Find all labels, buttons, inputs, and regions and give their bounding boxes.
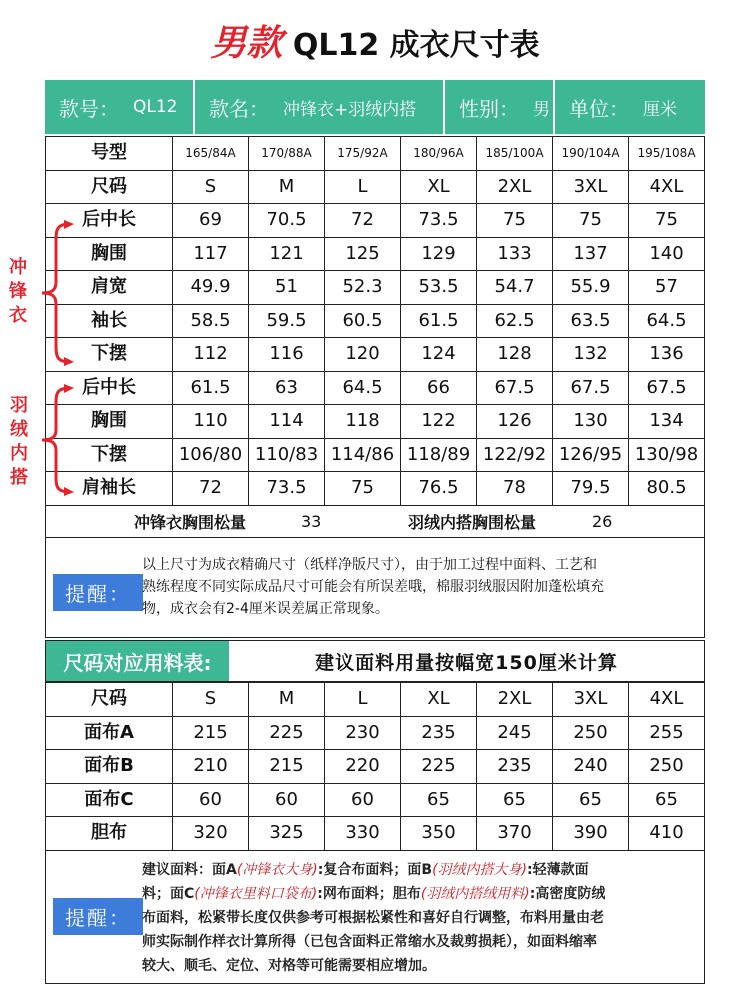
jacket-row <box>46 271 705 305</box>
r2-l1d: (羽绒内搭大身) <box>432 862 527 878</box>
row-label: 面布B <box>46 750 173 784</box>
table-cell: 3XL <box>553 683 629 717</box>
table-cell: 4XL <box>629 683 705 717</box>
table-cell: 75 <box>553 204 629 238</box>
jacket-brace <box>34 220 74 366</box>
reminder-badge-2: 提醒： <box>53 898 143 935</box>
table-cell: 60 <box>325 783 401 817</box>
table-cell: 128 <box>477 338 553 372</box>
jacket-row <box>46 237 705 271</box>
table-cell: 170/88A <box>249 137 325 171</box>
table-cell: 390 <box>553 817 629 851</box>
table-cell: 65 <box>553 783 629 817</box>
down-row <box>46 438 705 472</box>
table-cell: 63.5 <box>553 304 629 338</box>
title-highlight: 男款 <box>210 23 283 64</box>
unit-value: 厘米 <box>643 99 677 120</box>
r2-l2e: :高密度防绒 <box>529 886 606 902</box>
table-cell: 240 <box>553 750 629 784</box>
table-cell: 175/92A <box>325 137 401 171</box>
table-cell: 124 <box>401 338 477 372</box>
size-table <box>45 136 705 506</box>
table-cell: 370 <box>477 817 553 851</box>
down-row <box>46 472 705 506</box>
table-cell: 118 <box>325 405 401 439</box>
table-cell: 116 <box>249 338 325 372</box>
jacket-looseness-value: 33 <box>301 512 322 531</box>
table-cell: 60 <box>249 783 325 817</box>
r2-l2c: :网布面料；胆布 <box>317 886 421 902</box>
table-cell: 73.5 <box>401 204 477 238</box>
header-unit <box>555 80 705 134</box>
r2-l1b: (冲锋衣大身) <box>236 862 318 878</box>
r2-l1a: 建议面料：面A <box>142 862 237 878</box>
fabric-section-tag: 尺码对应用料表: <box>46 641 229 681</box>
table-cell: 58.5 <box>173 304 249 338</box>
reminder2-line5: 较大、顺毛、定位、对格等可能需要相应增加。 <box>142 958 436 974</box>
table-cell: 114/86 <box>325 438 401 472</box>
table-cell: 215 <box>249 750 325 784</box>
reminder-badge-1: 提醒： <box>53 574 143 611</box>
table-cell: 165/84A <box>173 137 249 171</box>
down-looseness-label: 羽绒内搭胸围松量 <box>408 513 537 532</box>
reminder2-line2 <box>142 882 605 906</box>
table-cell: 49.9 <box>173 271 249 305</box>
table-cell: L <box>325 170 401 204</box>
row-label: 后中长 <box>46 204 173 238</box>
jacket-group-label: 冲 锋 衣 <box>9 257 27 326</box>
table-cell: 57 <box>629 271 705 305</box>
table-cell: 65 <box>401 783 477 817</box>
table-cell: 190/104A <box>553 137 629 171</box>
table-cell: 52.3 <box>325 271 401 305</box>
table-cell: 114 <box>249 405 325 439</box>
row-label: 面布A <box>46 716 173 750</box>
table-cell: 69 <box>173 204 249 238</box>
looseness-row <box>45 506 705 538</box>
table-cell: 245 <box>477 716 553 750</box>
fabric-row <box>46 783 705 817</box>
table-cell: 75 <box>325 472 401 506</box>
down-looseness-value: 26 <box>592 512 613 531</box>
fabric-row <box>46 750 705 784</box>
table-cell: 76.5 <box>401 472 477 506</box>
name-value: 冲锋衣+羽绒内搭 <box>283 99 417 120</box>
table-cell: 3XL <box>553 170 629 204</box>
r2-l1e: :轻薄款面 <box>527 862 589 878</box>
table-cell: 120 <box>325 338 401 372</box>
row-label: 胆布 <box>46 817 173 851</box>
table-cell: 220 <box>325 750 401 784</box>
header-gender <box>445 80 555 134</box>
table-cell: 134 <box>629 405 705 439</box>
table-cell: 185/100A <box>477 137 553 171</box>
header-bar <box>45 80 705 134</box>
table-cell: 350 <box>401 817 477 851</box>
table-cell: 126 <box>477 405 553 439</box>
fabric-size-row <box>46 683 705 717</box>
table-cell: 195/108A <box>629 137 705 171</box>
table-cell: 330 <box>325 817 401 851</box>
header-code <box>45 80 195 134</box>
table-cell: 60 <box>173 783 249 817</box>
down-brace <box>34 384 74 496</box>
table-cell: 4XL <box>629 170 705 204</box>
reminder2-line4: 师实际制作样衣计算所得（已包含面料正常缩水及裁剪损耗），如面料缩率 <box>142 934 597 950</box>
table-cell: M <box>249 683 325 717</box>
table-cell: 133 <box>477 237 553 271</box>
table-cell: 110 <box>173 405 249 439</box>
table-cell: 230 <box>325 716 401 750</box>
table-cell: S <box>173 170 249 204</box>
table-cell: 64.5 <box>325 371 401 405</box>
table-cell: 235 <box>401 716 477 750</box>
reminder-box-2 <box>45 846 705 984</box>
table-cell: S <box>173 683 249 717</box>
jacket-row <box>46 338 705 372</box>
table-cell: 67.5 <box>553 371 629 405</box>
reminder-box-1 <box>45 538 705 638</box>
table-cell: 126/95 <box>553 438 629 472</box>
table-cell: XL <box>401 170 477 204</box>
table-cell: 250 <box>553 716 629 750</box>
row-label: 胸围 <box>46 237 173 271</box>
table-cell: 122/92 <box>477 438 553 472</box>
gender-value: 男 <box>533 99 550 120</box>
table-cell: 65 <box>629 783 705 817</box>
table-cell: 2XL <box>477 683 553 717</box>
table-cell: 180/96A <box>401 137 477 171</box>
table-cell: XL <box>401 683 477 717</box>
table-cell: 73.5 <box>249 472 325 506</box>
table-cell: 121 <box>249 237 325 271</box>
reminder2-line1 <box>142 858 589 882</box>
table-cell: 54.7 <box>477 271 553 305</box>
type-row <box>46 137 705 171</box>
r2-l1c: :复合布面料；面B <box>317 862 433 878</box>
table-cell: 70.5 <box>249 204 325 238</box>
table-cell: 225 <box>249 716 325 750</box>
table-cell: 250 <box>629 750 705 784</box>
row-label: 胸围 <box>46 405 173 439</box>
table-cell: 122 <box>401 405 477 439</box>
table-cell: 130 <box>553 405 629 439</box>
row-label: 下摆 <box>46 338 173 372</box>
title-rest: QL12 成衣尺寸表 <box>292 28 540 63</box>
table-cell: 132 <box>553 338 629 372</box>
table-cell: 110/83 <box>249 438 325 472</box>
row-label: 面布C <box>46 783 173 817</box>
table-cell: 215 <box>173 716 249 750</box>
reminder2-line3: 布面料，松紧带长度仅供参考可根据松紧性和喜好自行调整，布料用量由老 <box>142 910 604 926</box>
table-cell: 118/89 <box>401 438 477 472</box>
table-cell: 255 <box>629 716 705 750</box>
row-label: 肩宽 <box>46 271 173 305</box>
table-cell: 67.5 <box>477 371 553 405</box>
row-label: 袖长 <box>46 304 173 338</box>
fabric-section-desc: 建议面料用量按幅宽150厘米计算 <box>315 651 618 674</box>
table-cell: 67.5 <box>629 371 705 405</box>
r2-l2a: 料；面C <box>142 886 195 902</box>
table-cell: 66 <box>401 371 477 405</box>
table-cell: 78 <box>477 472 553 506</box>
table-cell: 72 <box>173 472 249 506</box>
table-cell: 136 <box>629 338 705 372</box>
table-cell: 137 <box>553 237 629 271</box>
page-title <box>0 22 750 68</box>
table-cell: 106/80 <box>173 438 249 472</box>
table-cell: 235 <box>477 750 553 784</box>
reminder1-line1: 以上尺寸为成衣精确尺寸（纸样净版尺寸），由于加工过程中面料、工艺和 <box>142 557 597 573</box>
table-cell: 140 <box>629 237 705 271</box>
code-value: QL12 <box>133 97 178 117</box>
table-cell: 55.9 <box>553 271 629 305</box>
reminder1-line3: 物，成衣会有2-4厘米误差属正常现象。 <box>142 601 389 617</box>
fabric-row <box>46 817 705 851</box>
jacket-looseness-label: 冲锋衣胸围松量 <box>134 513 247 532</box>
row-label: 号型 <box>46 137 173 171</box>
name-label: 款名： <box>209 96 269 121</box>
table-cell: 51 <box>249 271 325 305</box>
table-cell: 64.5 <box>629 304 705 338</box>
down-row <box>46 405 705 439</box>
table-cell: L <box>325 683 401 717</box>
r2-l2b: (冲锋衣里料口袋布) <box>194 886 318 902</box>
table-cell: 72 <box>325 204 401 238</box>
table-cell: 325 <box>249 817 325 851</box>
table-cell: 130/98 <box>629 438 705 472</box>
table-cell: 2XL <box>477 170 553 204</box>
fabric-table <box>45 682 705 851</box>
jacket-row <box>46 304 705 338</box>
row-label: 尺码 <box>46 683 173 717</box>
row-label: 下摆 <box>46 438 173 472</box>
gender-label: 性别： <box>459 96 519 121</box>
table-cell: 125 <box>325 237 401 271</box>
unit-label: 单位： <box>569 96 629 121</box>
size-row <box>46 170 705 204</box>
fabric-row <box>46 716 705 750</box>
table-cell: 75 <box>629 204 705 238</box>
table-cell: 117 <box>173 237 249 271</box>
row-label: 后中长 <box>46 371 173 405</box>
table-cell: 61.5 <box>173 371 249 405</box>
jacket-row <box>46 204 705 238</box>
table-cell: 63 <box>249 371 325 405</box>
row-label: 尺码 <box>46 170 173 204</box>
table-cell: 320 <box>173 817 249 851</box>
code-label: 款号： <box>59 96 119 121</box>
table-cell: 62.5 <box>477 304 553 338</box>
reminder1-line2: 熟练程度不同实际成品尺寸可能会有所误差哦，棉服羽绒服因附加蓬松填充 <box>142 579 604 595</box>
table-cell: 410 <box>629 817 705 851</box>
fabric-section-header <box>45 640 705 682</box>
row-label: 肩袖长 <box>46 472 173 506</box>
table-cell: 225 <box>401 750 477 784</box>
table-cell: 79.5 <box>553 472 629 506</box>
header-name <box>195 80 445 134</box>
table-cell: 65 <box>477 783 553 817</box>
table-cell: 59.5 <box>249 304 325 338</box>
r2-l2d: (羽绒内搭绒用料) <box>420 886 530 902</box>
table-cell: 75 <box>477 204 553 238</box>
table-cell: 61.5 <box>401 304 477 338</box>
table-cell: 60.5 <box>325 304 401 338</box>
table-cell: 53.5 <box>401 271 477 305</box>
table-cell: 80.5 <box>629 472 705 506</box>
table-cell: 112 <box>173 338 249 372</box>
table-cell: M <box>249 170 325 204</box>
table-cell: 129 <box>401 237 477 271</box>
table-cell: 210 <box>173 750 249 784</box>
down-group-label: 羽 绒 内 搭 <box>10 395 28 488</box>
down-row <box>46 371 705 405</box>
